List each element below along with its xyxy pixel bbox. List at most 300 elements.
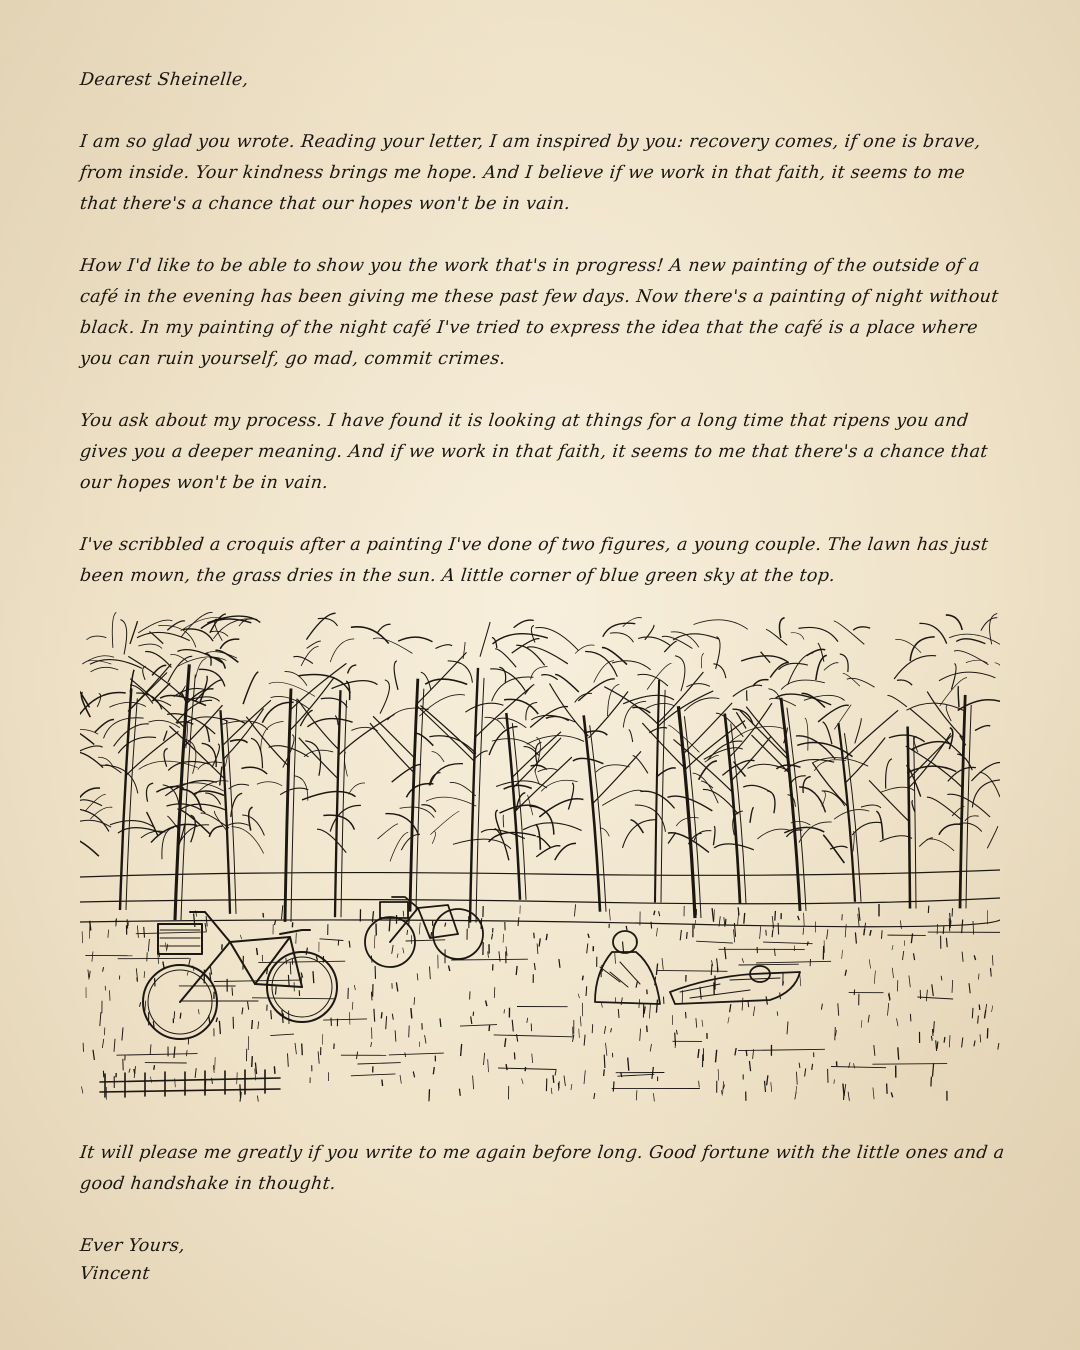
grass-stroke xyxy=(546,934,547,940)
foliage-stroke xyxy=(419,695,465,717)
grass-stroke xyxy=(621,998,622,1006)
foliage-stroke xyxy=(876,811,883,839)
grass-stroke xyxy=(946,938,947,947)
grass-stroke xyxy=(586,986,587,996)
grass-stroke xyxy=(742,998,743,1011)
paragraph-4-line-1: I've scribbled a croquis after a painting I've done of two figures, a young couple. The lawn has just xyxy=(78,535,990,555)
foliage-stroke xyxy=(541,675,558,680)
grass-stroke xyxy=(551,1088,552,1094)
grass-stroke xyxy=(255,1063,256,1075)
grass-stroke xyxy=(873,1088,874,1100)
tree-branch xyxy=(515,757,572,812)
grass-stroke xyxy=(992,1006,993,1012)
foliage-stroke xyxy=(995,663,1000,683)
grass-stroke xyxy=(352,1002,353,1010)
foliage-stroke xyxy=(349,783,365,794)
tree-branch xyxy=(732,736,771,780)
tree-branch xyxy=(224,709,263,759)
grass-stroke xyxy=(417,973,418,980)
grass-stroke xyxy=(991,968,992,977)
foliage-stroke xyxy=(623,820,657,848)
lawn-stroke xyxy=(460,1025,497,1027)
paragraph-3-line-3: our hopes won't be in vain. xyxy=(78,473,330,493)
foliage-stroke xyxy=(713,826,715,845)
grass-stroke xyxy=(213,1065,214,1073)
grass-stroke xyxy=(611,1028,612,1032)
lawn-stroke xyxy=(270,1034,294,1036)
tree-trunk-edge xyxy=(181,674,195,920)
grass-stroke xyxy=(842,914,843,920)
grass-stroke xyxy=(742,958,744,963)
grass-stroke xyxy=(799,1063,800,1068)
grass-stroke xyxy=(748,1001,749,1007)
foliage-stroke xyxy=(201,813,229,828)
foliage-stroke xyxy=(241,767,267,774)
foliage-stroke xyxy=(843,673,860,686)
foliage-stroke xyxy=(232,827,264,854)
foliage-stroke xyxy=(537,837,551,848)
grass-stroke xyxy=(282,905,283,919)
foliage-stroke xyxy=(251,738,263,768)
foliage-stroke xyxy=(965,816,979,821)
foliage-stroke xyxy=(797,743,852,757)
foliage-stroke xyxy=(975,726,990,731)
grass-stroke xyxy=(687,932,688,939)
foliage-stroke xyxy=(302,792,356,800)
grass-stroke xyxy=(584,1070,585,1084)
grass-stroke xyxy=(897,1018,899,1026)
grass-stroke xyxy=(949,918,950,931)
grass-stroke xyxy=(936,1040,937,1051)
grass-stroke xyxy=(532,1054,533,1063)
foliage-stroke xyxy=(803,777,811,793)
grass-stroke xyxy=(626,926,627,930)
grass-stroke xyxy=(306,948,307,955)
grass-stroke xyxy=(216,1018,217,1022)
grass-stroke xyxy=(854,1063,855,1068)
grass-stroke xyxy=(588,934,589,938)
foliage-stroke xyxy=(392,765,421,783)
foliage-stroke xyxy=(805,718,808,751)
foliage-stroke xyxy=(733,685,762,696)
grass-stroke xyxy=(910,1014,911,1022)
foliage-stroke xyxy=(886,759,892,789)
foliage-stroke xyxy=(497,718,526,728)
tree-trunk-edge xyxy=(787,708,806,911)
grass-stroke xyxy=(129,1069,130,1073)
foliage-stroke xyxy=(97,694,101,707)
grass-stroke xyxy=(219,1021,220,1034)
grass-stroke xyxy=(374,1009,375,1022)
grass-stroke xyxy=(717,958,718,970)
foliage-stroke xyxy=(436,645,453,649)
foliage-stroke xyxy=(504,785,532,789)
grass-stroke xyxy=(488,951,489,957)
grass-stroke xyxy=(140,1002,141,1007)
foliage-stroke xyxy=(855,718,861,743)
grass-stroke xyxy=(395,1030,396,1041)
grass-stroke xyxy=(765,1081,766,1092)
grass-stroke xyxy=(937,924,938,934)
grass-stroke xyxy=(821,1004,822,1010)
grass-stroke xyxy=(252,1020,253,1029)
grass-stroke xyxy=(574,904,575,916)
foliage-stroke xyxy=(714,844,754,850)
grass-stroke xyxy=(812,1064,813,1070)
grass-stroke xyxy=(798,916,800,920)
foliage-stroke xyxy=(80,681,90,707)
grass-stroke xyxy=(979,974,980,980)
horizon-line xyxy=(80,870,1000,927)
grass-stroke xyxy=(127,919,128,928)
grass-stroke xyxy=(721,1090,722,1096)
foliage-stroke xyxy=(958,686,959,707)
foliage-stroke xyxy=(946,705,951,721)
lawn-stroke xyxy=(351,1074,396,1076)
grass-stroke xyxy=(887,1084,888,1094)
foliage-stroke xyxy=(109,702,146,707)
grass-stroke xyxy=(166,943,167,952)
grass-stroke xyxy=(650,1044,651,1052)
grass-stroke xyxy=(604,1055,605,1068)
tree-branch xyxy=(593,751,641,803)
grass-stroke xyxy=(271,1010,272,1019)
lawn-stroke xyxy=(389,1053,444,1055)
tree-trunk xyxy=(120,688,131,910)
grass-stroke xyxy=(582,976,583,981)
foliage-stroke xyxy=(450,782,476,796)
paragraph-1-line-1: I am so glad you wrote. Reading your letter, I am inspired by you: recovery comes, if one is brave, xyxy=(78,132,982,152)
grass-stroke xyxy=(154,1065,155,1070)
grass-stroke xyxy=(473,1012,474,1016)
foliage-stroke xyxy=(834,810,869,820)
grass-stroke xyxy=(771,1082,772,1092)
foliage-stroke xyxy=(196,659,207,678)
foliage-stroke xyxy=(743,785,769,791)
grass-stroke xyxy=(725,919,726,925)
grass-stroke xyxy=(805,1068,806,1076)
grass-stroke xyxy=(584,1035,585,1046)
foliage-stroke xyxy=(897,680,912,685)
foliage-stroke xyxy=(91,667,119,672)
grass-stroke xyxy=(488,1059,489,1072)
tree-branch xyxy=(169,726,225,779)
foliage-stroke xyxy=(163,785,180,818)
grass-stroke xyxy=(433,1067,434,1074)
grass-stroke xyxy=(413,1071,414,1077)
park-sketch-drawing xyxy=(80,612,1000,1112)
foliage-stroke xyxy=(80,838,99,856)
grass-stroke xyxy=(559,1081,560,1090)
lawn-stroke xyxy=(917,997,953,999)
foliage-stroke xyxy=(527,647,568,664)
grass-stroke xyxy=(998,1043,999,1050)
tree-branch xyxy=(128,656,185,698)
grass-stroke xyxy=(941,976,942,981)
grass-stroke xyxy=(189,958,191,965)
grass-stroke xyxy=(389,919,390,932)
lawn-stroke xyxy=(738,1049,825,1050)
foliage-stroke xyxy=(138,620,172,633)
foliage-stroke xyxy=(373,638,412,653)
foliage-stroke xyxy=(120,620,126,655)
foliage-stroke xyxy=(796,736,835,759)
foliage-stroke xyxy=(220,639,239,649)
foliage-stroke xyxy=(90,807,112,819)
grass-stroke xyxy=(403,911,404,917)
grass-stroke xyxy=(657,928,658,937)
grass-stroke xyxy=(240,935,242,939)
foliage-stroke xyxy=(257,782,282,786)
tree-trunk xyxy=(908,726,910,908)
grass-stroke xyxy=(716,1050,717,1063)
foliage-stroke xyxy=(380,680,389,714)
grass-stroke xyxy=(827,929,828,939)
grass-stroke xyxy=(909,975,910,987)
grass-stroke xyxy=(974,1041,975,1047)
foliage-stroke xyxy=(432,752,445,762)
grass-stroke xyxy=(386,1016,387,1029)
grass-stroke xyxy=(409,1026,410,1038)
foliage-stroke xyxy=(453,839,511,849)
foliage-stroke xyxy=(686,684,710,687)
bicycle-with-basket xyxy=(143,912,337,1039)
grass-stroke xyxy=(82,1086,83,1093)
foliage-stroke xyxy=(693,773,719,803)
foliage-stroke xyxy=(818,643,824,662)
tree-trunk-edge xyxy=(966,705,971,908)
grass-stroke xyxy=(962,920,963,934)
foliage-stroke xyxy=(390,832,408,861)
foliage-stroke xyxy=(394,661,398,690)
foliage-stroke xyxy=(432,831,435,843)
grass-stroke xyxy=(734,929,735,942)
foliage-stroke xyxy=(512,639,540,654)
grass-stroke xyxy=(322,1034,323,1045)
grass-stroke xyxy=(865,923,866,930)
tree-branch xyxy=(298,699,339,749)
foliage-stroke xyxy=(465,703,503,712)
tree-branch xyxy=(416,652,467,705)
foliage-stroke xyxy=(972,780,1000,808)
grass-stroke xyxy=(257,1096,258,1102)
foliage-stroke xyxy=(927,839,955,851)
grass-stroke xyxy=(150,1044,151,1054)
grass-stroke xyxy=(506,1064,507,1070)
paragraph-2-line-1: How I'd like to be able to show you the work that's in progress! A new painting of the outside of a xyxy=(78,256,981,276)
tree-branch xyxy=(183,705,223,748)
foliage-stroke xyxy=(840,654,848,672)
grass-stroke xyxy=(889,993,890,1001)
grass-stroke xyxy=(842,950,843,959)
grass-stroke xyxy=(604,1026,605,1034)
foliage-stroke xyxy=(894,656,936,679)
grass-stroke xyxy=(579,1029,580,1038)
grass-stroke xyxy=(804,913,805,927)
grass-stroke xyxy=(892,968,893,978)
grass-stroke xyxy=(962,952,963,962)
foliage-stroke xyxy=(668,833,676,844)
grass-stroke xyxy=(371,1042,372,1047)
tree-branch xyxy=(130,679,183,727)
foliage-stroke xyxy=(164,749,168,767)
foliage-stroke xyxy=(90,660,142,669)
grass-stroke xyxy=(403,948,404,954)
grass-stroke xyxy=(914,953,915,960)
grass-stroke xyxy=(504,1009,505,1013)
tree-trunk xyxy=(960,695,965,908)
grass-stroke xyxy=(753,1006,755,1016)
grass-stroke xyxy=(494,987,495,998)
foliage-stroke xyxy=(323,815,354,829)
grass-stroke xyxy=(290,962,291,974)
grass-stroke xyxy=(514,1052,515,1059)
foliage-stroke xyxy=(799,627,839,641)
grass-stroke xyxy=(534,963,535,970)
grass-stroke xyxy=(772,930,773,937)
grass-stroke xyxy=(931,1077,932,1087)
foliage-stroke xyxy=(823,835,844,863)
foliage-stroke xyxy=(610,633,634,642)
grass-stroke xyxy=(699,1081,700,1088)
grass-stroke xyxy=(580,1016,581,1026)
grass-stroke xyxy=(449,966,450,972)
lawn-stroke xyxy=(872,1064,947,1065)
tree-trunk-edge xyxy=(291,699,297,922)
foliage-stroke xyxy=(701,653,703,668)
grass-stroke xyxy=(651,922,652,929)
grass-stroke xyxy=(775,911,776,921)
grass-stroke xyxy=(148,939,149,952)
lawn-stroke xyxy=(617,1074,654,1076)
foliage-stroke xyxy=(118,737,156,753)
paragraph-1-line-2: from inside. Your kindness brings me hope. And I believe if we work in that faith, it seems to me xyxy=(78,163,967,183)
foliage-stroke xyxy=(603,623,636,637)
grass-stroke xyxy=(232,987,233,995)
grass-stroke xyxy=(618,1009,619,1018)
grass-stroke xyxy=(108,930,109,938)
grass-stroke xyxy=(93,1050,94,1060)
salutation: Dearest Sheinelle, xyxy=(78,70,250,90)
foliage-stroke xyxy=(130,621,138,644)
grass-stroke xyxy=(578,994,579,998)
tree-branch xyxy=(246,717,288,766)
grass-stroke xyxy=(187,971,188,975)
foliage-stroke xyxy=(210,614,226,633)
foliage-stroke xyxy=(971,762,1000,781)
foliage-stroke xyxy=(145,651,171,667)
grass-stroke xyxy=(962,1037,963,1047)
foliage-stroke xyxy=(348,665,357,673)
tree-trunk xyxy=(655,680,659,902)
grass-stroke xyxy=(606,1043,607,1056)
grass-stroke xyxy=(459,1089,460,1096)
grass-stroke xyxy=(174,1047,175,1058)
grass-stroke xyxy=(512,1020,513,1032)
foliage-stroke xyxy=(555,674,579,692)
paragraph-3-line-2: gives you a deeper meaning. And if we work in that faith, it seems to me that there's a chance that xyxy=(78,442,989,462)
foliage-stroke xyxy=(242,815,264,836)
foliage-stroke xyxy=(539,799,583,817)
tree-foliage xyxy=(80,612,1000,863)
grass-stroke xyxy=(114,1039,115,1052)
foliage-stroke xyxy=(249,807,253,831)
grass-stroke xyxy=(888,1003,889,1016)
grass-stroke xyxy=(868,1015,869,1023)
grass-stroke xyxy=(537,944,538,955)
grass-stroke xyxy=(102,1039,103,1048)
grass-stroke xyxy=(594,1093,595,1099)
tree-branch xyxy=(299,738,338,779)
grass-stroke xyxy=(592,1024,593,1033)
tree-branch xyxy=(909,733,951,788)
foliage-stroke xyxy=(80,788,100,804)
grass-stroke xyxy=(647,990,648,995)
foliage-stroke xyxy=(415,733,433,745)
foliage-stroke xyxy=(480,622,490,657)
grass-stroke xyxy=(174,1011,175,1019)
grass-stroke xyxy=(144,927,145,938)
grass-stroke xyxy=(859,908,860,921)
paragraph-2-line-4: you can ruin yourself, go mad, commit crimes. xyxy=(78,349,507,369)
grass-stroke xyxy=(553,1075,554,1083)
grass-stroke xyxy=(979,1005,980,1011)
foliage-stroke xyxy=(149,720,180,727)
foliage-stroke xyxy=(493,634,548,644)
grass-stroke xyxy=(89,971,90,978)
grass-stroke xyxy=(527,1018,528,1023)
grass-stroke xyxy=(318,1051,319,1063)
foliage-stroke xyxy=(332,681,378,689)
grass-stroke xyxy=(167,944,168,950)
grass-stroke xyxy=(145,1001,146,1011)
foliage-stroke xyxy=(761,652,771,663)
grass-stroke xyxy=(396,982,397,991)
foliage-stroke xyxy=(492,677,534,701)
grass-stroke xyxy=(564,1076,565,1087)
grass-stroke xyxy=(195,1068,196,1078)
grass-stroke xyxy=(992,955,993,965)
grass-stroke xyxy=(110,990,111,1000)
grass-stroke xyxy=(676,1030,677,1035)
foliage-stroke xyxy=(538,769,559,772)
foliage-stroke xyxy=(750,807,754,823)
grass-stroke xyxy=(258,1021,259,1029)
park-sketch xyxy=(80,612,1000,1112)
grass-stroke xyxy=(609,909,610,921)
grass-stroke xyxy=(316,956,317,960)
foliage-stroke xyxy=(335,716,338,726)
grass-stroke xyxy=(931,1036,932,1041)
grass-stroke xyxy=(735,1048,736,1055)
grass-stroke xyxy=(210,967,211,975)
foliage-stroke xyxy=(535,627,578,650)
lawn-stroke xyxy=(657,970,728,971)
foliage-stroke xyxy=(546,716,569,720)
foliage-stroke xyxy=(541,780,577,791)
foliage-stroke xyxy=(861,805,881,808)
grass-stroke xyxy=(795,1092,796,1100)
grass-stroke xyxy=(656,1000,657,1013)
foliage-stroke xyxy=(112,612,116,648)
grass-stroke xyxy=(928,906,929,913)
grass-stroke xyxy=(295,1043,296,1054)
grass-stroke xyxy=(636,1090,637,1100)
lawn-stroke xyxy=(136,932,207,934)
foliage-stroke xyxy=(631,820,644,833)
grass-stroke xyxy=(712,908,714,922)
foliage-stroke xyxy=(880,836,912,842)
